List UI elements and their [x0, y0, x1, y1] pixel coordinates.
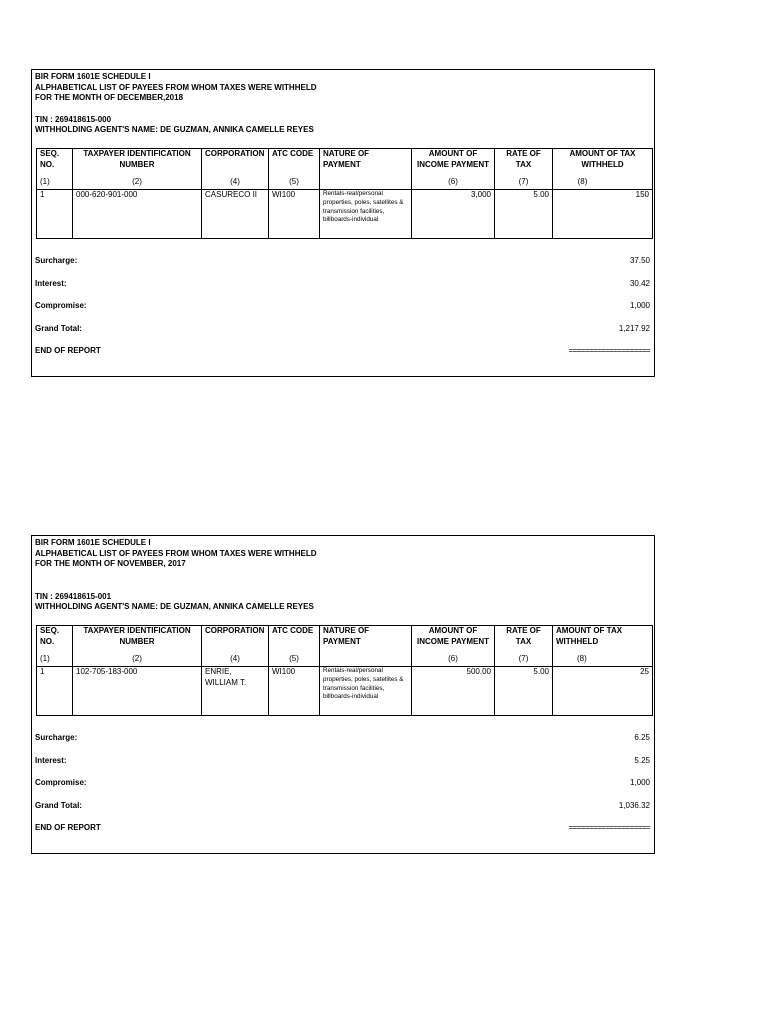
compromise-row — [35, 778, 650, 801]
cell-rate: 5.00 — [495, 190, 553, 239]
col-header-income: AMOUNT OF INCOME PAYMENT (6) — [412, 626, 495, 667]
grand-total-label: Grand Total: — [35, 800, 82, 810]
payee-table — [36, 148, 653, 239]
payee-table — [36, 625, 653, 716]
list-title: ALPHABETICAL LIST OF PAYEES FROM WHOM TAXES WERE WITHHELD — [35, 82, 317, 92]
tin-line: TIN : 269418615-000 — [35, 114, 112, 124]
col-header-seq: SEQ. NO. (1) — [37, 149, 73, 190]
cell-withheld: 25 — [553, 667, 653, 716]
cell-corporation: ENRIE, WILLIAM T. — [202, 667, 269, 716]
schedule-form — [31, 535, 655, 854]
schedule-form — [31, 69, 655, 377]
cell-atc: WI100 — [269, 667, 320, 716]
compromise-label: Compromise: — [35, 301, 87, 310]
cell-tin: 102-705-183-000 — [73, 667, 202, 716]
col-header-withheld: AMOUNT OF TAX WITHHELD (8) — [553, 149, 653, 190]
compromise-label: Compromise: — [35, 778, 87, 787]
form-title: BIR FORM 1601E SCHEDULE I — [35, 72, 151, 81]
cell-corporation: CASURECO II — [202, 190, 269, 239]
surcharge-label: Surcharge: — [35, 733, 78, 742]
end-of-report-rule: ==================== — [568, 823, 650, 832]
form-header — [35, 72, 316, 136]
table-row — [37, 190, 653, 239]
col-header-corporation: CORPORATION (4) — [202, 626, 269, 667]
table-row — [37, 667, 653, 716]
cell-atc: WI100 — [269, 190, 320, 239]
col-header-withheld: AMOUNT OF TAX WITHHELD (8) — [553, 626, 653, 667]
col-header-nature: NATURE OF PAYMENT — [320, 626, 412, 667]
interest-label: Interest: — [35, 755, 67, 765]
table-header-row — [37, 149, 653, 190]
compromise-row — [35, 301, 650, 324]
col-header-rate: RATE OF TAX (7) — [495, 626, 553, 667]
interest-value: 30.42 — [629, 278, 650, 288]
grand-total-row — [35, 801, 650, 824]
interest-row — [35, 756, 650, 779]
grand-total-value: 1,217.92 — [618, 323, 650, 333]
cell-seq: 1 — [37, 190, 73, 239]
interest-value: 5.25 — [634, 755, 650, 765]
totals-section — [35, 256, 650, 369]
table-header-row — [37, 626, 653, 667]
cell-nature: Rentals-real/personal properties, poles, satellites & transmission facilities, billboards-individual — [320, 667, 412, 716]
cell-nature: Rentals-real/personal properties, poles, satellites & transmission facilities, billboards-individual — [320, 190, 412, 239]
col-header-tin: TAXPAYER IDENTIFICATION NUMBER (2) — [73, 149, 202, 190]
col-header-nature: NATURE OF PAYMENT — [320, 149, 412, 190]
interest-row — [35, 279, 650, 302]
col-header-corporation: CORPORATION (4) — [202, 149, 269, 190]
cell-income: 500.00 — [412, 667, 495, 716]
report-period: FOR THE MONTH OF DECEMBER,2018 — [35, 93, 184, 102]
surcharge-label: Surcharge: — [35, 256, 78, 265]
cell-rate: 5.00 — [495, 667, 553, 716]
grand-total-value: 1,036.32 — [618, 800, 650, 810]
col-header-income: AMOUNT OF INCOME PAYMENT (6) — [412, 149, 495, 190]
end-of-report-row — [35, 823, 650, 846]
report-period: FOR THE MONTH OF NOVEMBER, 2017 — [35, 559, 186, 568]
cell-income: 3,000 — [412, 190, 495, 239]
agent-name: WITHHOLDING AGENT'S NAME: DE GUZMAN, ANNIKA CAMELLE REYES — [35, 125, 314, 134]
cell-withheld: 150 — [553, 190, 653, 239]
end-of-report-label: END OF REPORT — [35, 346, 101, 355]
surcharge-row — [35, 733, 650, 756]
compromise-value: 1,000 — [629, 301, 650, 310]
surcharge-row — [35, 256, 650, 279]
end-of-report-rule: ==================== — [568, 346, 650, 355]
col-header-atc: ATC CODE (5) — [269, 149, 320, 190]
grand-total-label: Grand Total: — [35, 323, 82, 333]
cell-seq: 1 — [37, 667, 73, 716]
compromise-value: 1,000 — [629, 778, 650, 787]
end-of-report-row — [35, 346, 650, 369]
totals-section — [35, 733, 650, 846]
form-title: BIR FORM 1601E SCHEDULE I — [35, 538, 151, 547]
col-header-atc: ATC CODE (5) — [269, 626, 320, 667]
interest-label: Interest: — [35, 278, 67, 288]
grand-total-row — [35, 324, 650, 347]
col-header-rate: RATE OF TAX (7) — [495, 149, 553, 190]
surcharge-value: 37.50 — [629, 256, 650, 265]
list-title: ALPHABETICAL LIST OF PAYEES FROM WHOM TAXES WERE WITHHELD — [35, 548, 317, 558]
agent-name: WITHHOLDING AGENT'S NAME: DE GUZMAN, ANNIKA CAMELLE REYES — [35, 602, 314, 611]
tin-line: TIN : 269418615-001 — [35, 591, 112, 601]
col-header-tin: TAXPAYER IDENTIFICATION NUMBER (2) — [73, 626, 202, 667]
col-header-seq: SEQ. NO. (1) — [37, 626, 73, 667]
cell-tin: 000-620-901-000 — [73, 190, 202, 239]
end-of-report-label: END OF REPORT — [35, 823, 101, 832]
surcharge-value: 6.25 — [634, 733, 650, 742]
form-header — [35, 538, 316, 613]
